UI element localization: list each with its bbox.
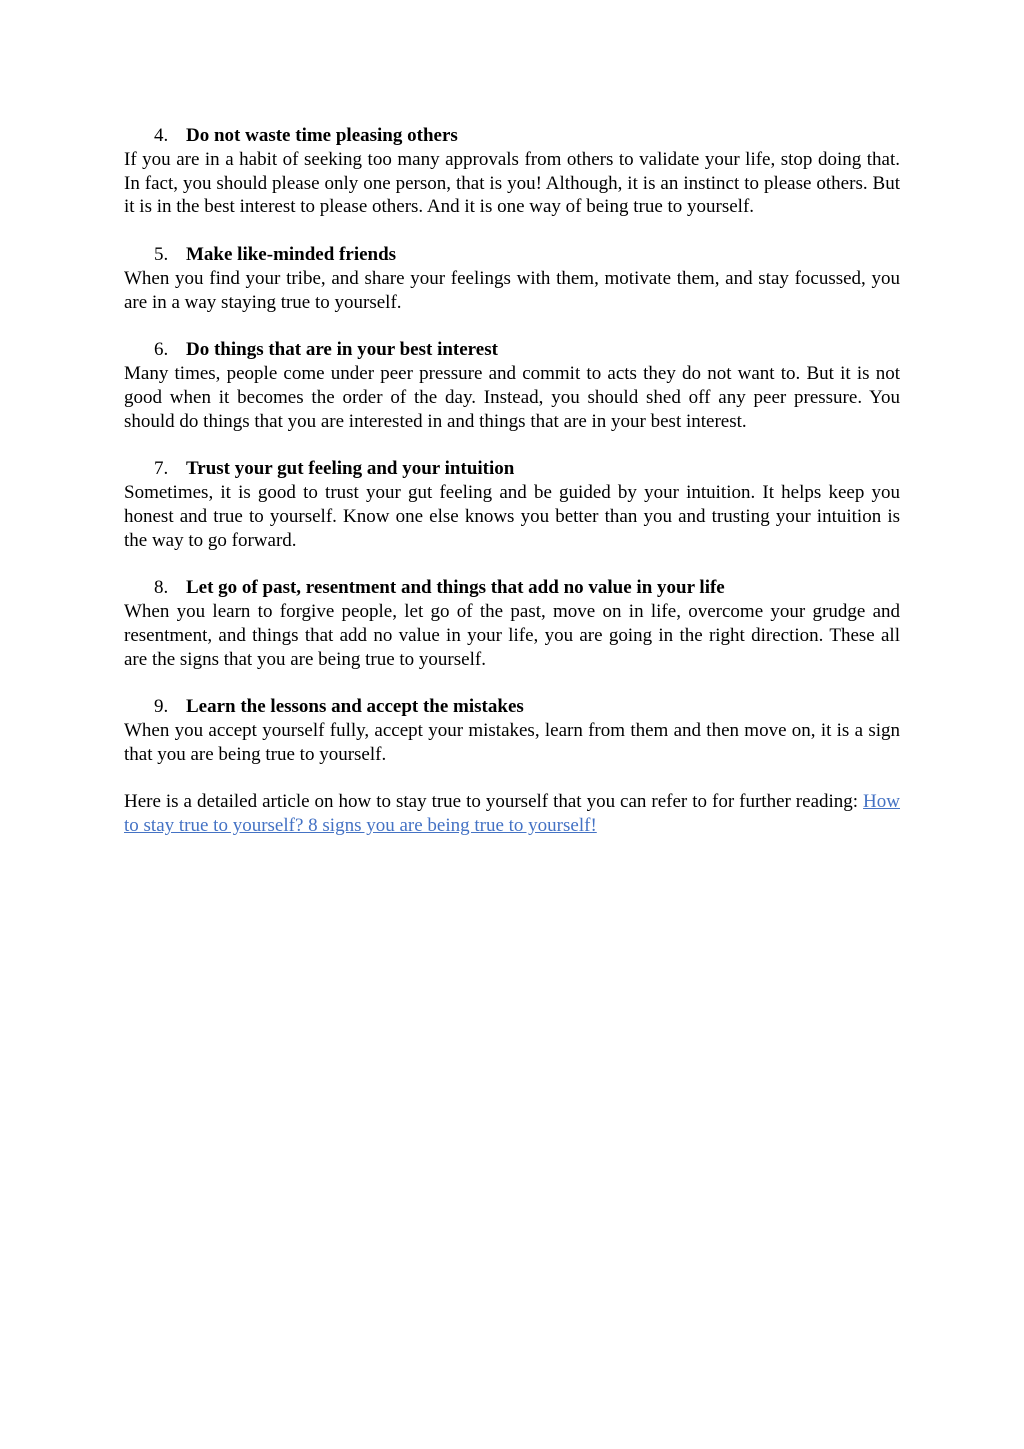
section-body: Sometimes, it is good to trust your gut feeling and be guided by your intuition. It helps keep you honest and true to yourself. Know one else knows you better than you and trusting your intuition is the way to go forward. (124, 481, 900, 551)
section-body: When you accept yourself fully, accept your mistakes, learn from them and then move on, it is a sign that you are being true to yourself. (124, 719, 900, 765)
section-number: 6. (154, 339, 169, 361)
section-heading (124, 124, 900, 148)
article-link[interactable]: How to stay true to yourself? 8 signs you are being true to yourself! (124, 791, 900, 837)
closing-paragraph (124, 790, 900, 838)
section-heading (124, 243, 900, 267)
section-body: When you learn to forgive people, let go of the past, move on in life, overcome your grudge and resentment, and things that add no value in your life, you are going in the right direction. These all are the signs that you are being true to yourself. (124, 600, 900, 670)
section-title: Make like-minded friends (186, 243, 397, 265)
section-number: 7. (154, 458, 169, 480)
section-number: 8. (154, 577, 169, 599)
section-number: 9. (154, 696, 169, 718)
section-heading (124, 457, 900, 481)
section-body: When you find your tribe, and share your feelings with them, motivate them, and stay focussed, you are in a way staying true to yourself. (124, 267, 900, 313)
section-4 (124, 124, 900, 219)
section-title: Trust your gut feeling and your intuition (186, 458, 515, 480)
section-body: If you are in a habit of seeking too many approvals from others to validate your life, stop doing that. In fact, you should please only one person, that is you! Although, it is an instinct to please others. But it is in the best interest to please others. And it is one way of being true to yourself. (124, 148, 900, 218)
section-heading (124, 576, 900, 600)
section-8 (124, 576, 900, 671)
section-heading (124, 695, 900, 719)
section-title: Do not waste time pleasing others (186, 125, 458, 146)
section-heading (124, 338, 900, 362)
closing-text: Here is a detailed article on how to stay true to yourself that you can refer to for further reading: (124, 791, 864, 813)
section-7 (124, 457, 900, 552)
section-title: Let go of past, resentment and things that add no value in your life (186, 577, 725, 599)
section-number: 5. (154, 243, 169, 265)
section-title: Do things that are in your best interest (186, 339, 498, 361)
section-body: Many times, people come under peer pressure and commit to acts they do not want to. But it is not good when it becomes the order of the day. Instead, you should shed off any peer pressure. You should do things that you are interested in and things that are in your best interest. (124, 362, 900, 432)
section-title: Learn the lessons and accept the mistakes (186, 696, 524, 718)
section-number: 4. (154, 125, 169, 146)
section-9 (124, 695, 900, 766)
section-5 (124, 243, 900, 314)
closing-body (124, 790, 900, 838)
document-page (124, 124, 900, 862)
section-6 (124, 338, 900, 433)
